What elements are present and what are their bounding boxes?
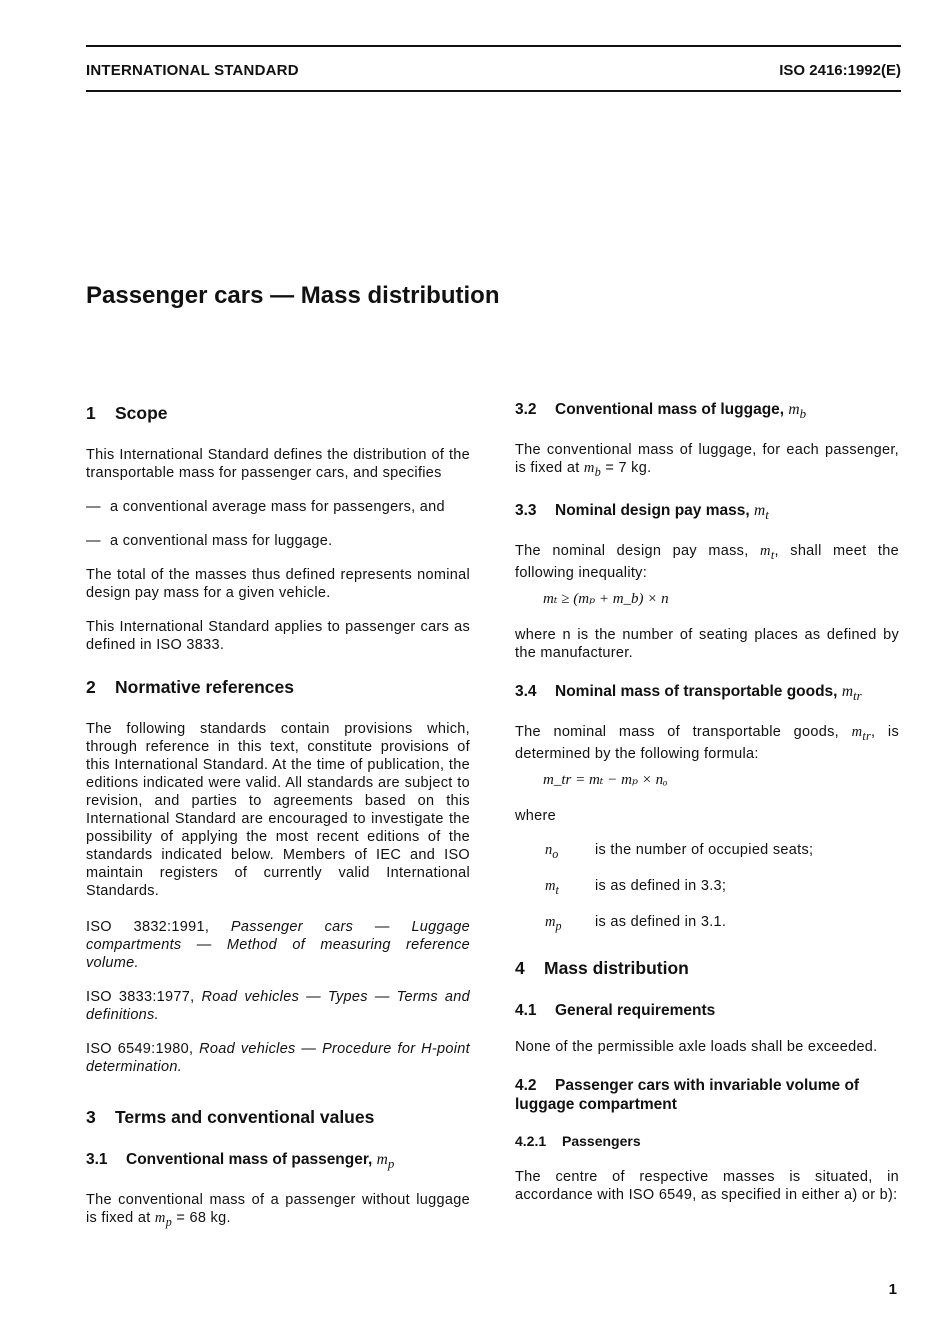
- normative-references-paragraph: The following standards contain provisions which, through reference in this text, constitute provisions of this International Standard. At the time of publication, the editions indicated were valid. All standards are subject to revision, and parties to agreements based on this International Standard are encouraged to investigate the possibility of applying the most recent editions of the standards indicated below. Members of IEC and ISO maintain registers of currently valid International Standards.: [86, 721, 470, 899]
- where-definition-row: $n_o$ is the number of occupied seats;: [545, 841, 814, 861]
- section-3-1-paragraph: The conventional mass of a passenger without luggage is fixed at $m_p = 68$ kg.: [86, 1192, 470, 1229]
- section-3-3-where: where n is the number of seating places as defined by the manufacturer.: [515, 626, 899, 661]
- section-3-2-heading: 3.2 Conventional mass of luggage, $m_b$: [515, 401, 807, 422]
- where-label: where: [515, 807, 556, 824]
- section-3-1-heading: 3.1 Conventional mass of passenger, $m_p$: [86, 1151, 395, 1172]
- section-3-3-heading: 3.3 Nominal design pay mass, $m_t$: [515, 501, 769, 523]
- scope-paragraph: This International Standard defines the distribution of the transportable mass for passenger cars, and specifies: [86, 447, 470, 481]
- scope-paragraph: The total of the masses thus defined represents nominal design pay mass for a given vehicle.: [86, 567, 470, 601]
- section-4-1-paragraph: None of the permissible axle loads shall be exceeded.: [515, 1038, 878, 1055]
- scope-list-item: — a conventional average mass for passengers, and: [86, 499, 445, 515]
- section-3-3-paragraph: The nominal design pay mass, $m_t$, shall meet the following inequality:: [515, 543, 899, 581]
- scope-list-item: — a conventional mass for luggage.: [86, 533, 333, 549]
- section-4-heading: 4 Mass distribution: [515, 957, 689, 978]
- section-3-4-paragraph: The nominal mass of transportable goods, $m_{tr}$, is determined by the following formula:: [515, 724, 899, 762]
- formula-equation: m_tr = mₜ − mₚ × nₒ: [543, 771, 668, 788]
- reference-entry: ISO 3833:1977, Road vehicles — Types — Terms and definitions.: [86, 989, 470, 1023]
- header-standard-number: ISO 2416:1992(E): [779, 62, 901, 79]
- section-1-heading: 1 Scope: [86, 403, 168, 423]
- right-column: [515, 400, 899, 1220]
- reference-entry: ISO 3832:1991, Passenger cars — Luggage compartments — Method of measuring reference volume.: [86, 919, 470, 971]
- section-4-2-1-heading: 4.2.1 Passengers: [515, 1132, 641, 1149]
- section-4-1-heading: 4.1 General requirements: [515, 1001, 716, 1019]
- reference-entry: ISO 6549:1980, Road vehicles — Procedure for H-point determination.: [86, 1041, 470, 1075]
- section-4-2-1-paragraph: The centre of respective masses is situated, in accordance with ISO 6549, as specified in either a) or b):: [515, 1168, 899, 1203]
- section-2-heading: 2 Normative references: [86, 677, 294, 697]
- section-3-heading: 3 Terms and conventional values: [86, 1107, 375, 1127]
- where-definition-row: $m_t$ is as defined in 3.3;: [545, 877, 727, 897]
- document-title: Passenger cars — Mass distribution: [86, 282, 500, 309]
- page-number: 1: [888, 1281, 897, 1298]
- top-rule: [86, 45, 901, 47]
- inequality-equation: mₜ ≥ (mₚ + m_b) × n: [543, 590, 669, 607]
- header-rule: [86, 90, 901, 92]
- header-standard-type: INTERNATIONAL STANDARD: [86, 62, 299, 79]
- section-3-4-heading: 3.4 Nominal mass of transportable goods, $m_{tr}$: [515, 682, 862, 704]
- section-3-2-paragraph: The conventional mass of luggage, for each passenger, is fixed at $m_b = 7$ kg.: [515, 442, 899, 479]
- scope-paragraph: This International Standard applies to passenger cars as defined in ISO 3833.: [86, 619, 470, 653]
- where-definition-row: $m_p$ is as defined in 3.1.: [545, 913, 727, 933]
- left-column: [86, 400, 470, 1247]
- section-4-2-heading: 4.2 Passenger cars with invariable volume of luggage compartment: [515, 1076, 860, 1113]
